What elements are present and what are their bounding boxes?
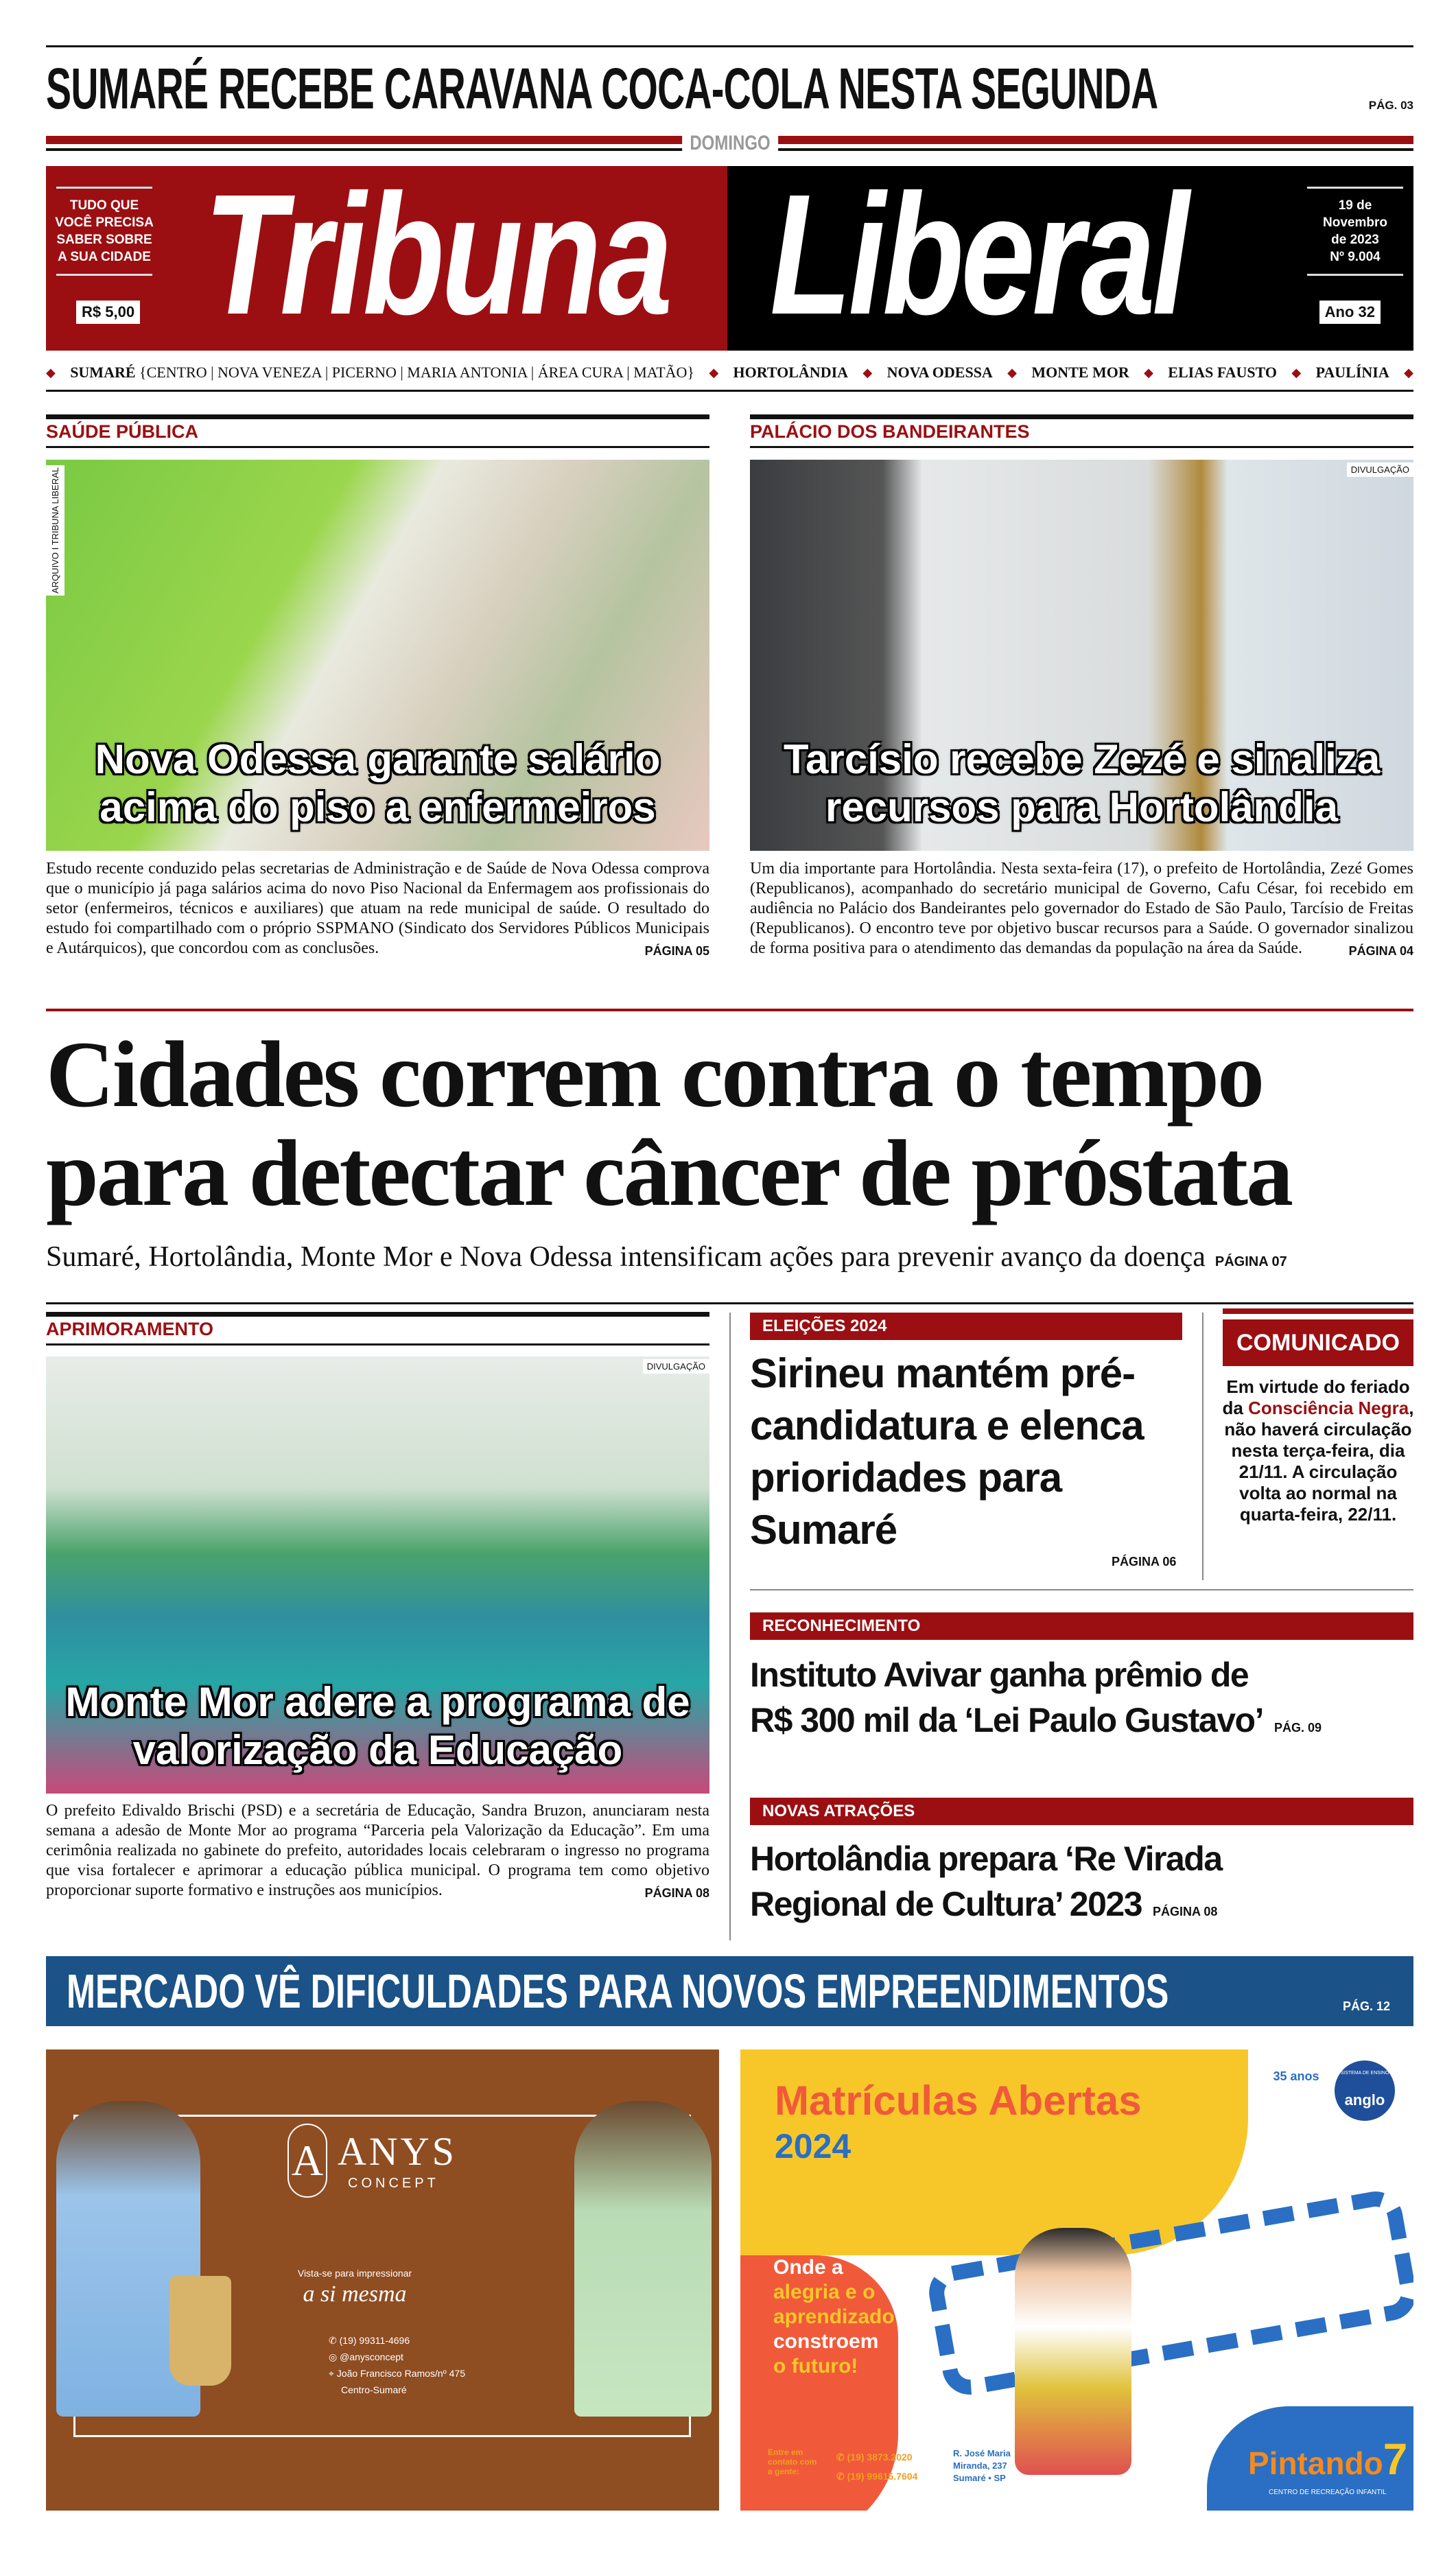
story-body: Um dia importante para Hortolândia. Nesta sexta-feira (17), o prefeito de Hortolândia, Zezé Gomes (Republicanos), acompanhado do secretário municipal de Governo, Cafu César, foi recebido em audiência no Palácio dos Bandeirantes pelo governador do Estado de São Paulo, Tarcísio de Freitas (Republicanos). O encontro teve por objetivo buscar recursos para a Saúde. O governador sinalizou de forma positiva para o atendimento das demandas da população na área da Saúde. PÁGINA 04 [750,859,1413,961]
anniversary-badge: 35 anos [1273,2069,1319,2083]
column-divider [1202,1313,1203,1580]
section-tag: RECONHECIMENTO [750,1612,1413,1640]
diamond-icon: ◆ [1291,365,1302,379]
city-nav [46,360,1413,385]
page-ref[interactable]: PÁGINA 08 [644,1886,709,1900]
ad-brand: ANYS [338,2129,457,2174]
photo-nova-odessa[interactable] [46,460,709,851]
photo-credit: ARQUIVO I TRIBUNA LIBERAL [46,465,64,596]
model-photo-right [574,2101,712,2417]
section-rule [750,446,1413,448]
ad-brand-sub: CENTRO DE RECREAÇÃO INFANTIL [1269,2489,1387,2496]
year-badge: Ano 32 [1319,301,1381,324]
page-ref[interactable]: PÁGINA 04 [1348,944,1413,958]
ad-year: 2024 [775,2127,852,2165]
ad-phones: ✆ (19) 3873.2020 ✆ (19) 99615.7604 [836,2452,918,2482]
story-body: Estudo recente conduzido pelas secretarias de Administração e de Saúde de Nova Odessa comprova que o município já paga salários acima do novo Piso Nacional da Enfermagem aos profissionais do setor (enfermeiros, técnicos e auxiliares) que atuam na rede municipal de saúde. O resultado do estudo foi compartilhado com o próprio SSPMANO (Sindicato dos Servidores Públicos Municipais e Autárquicos), que concordou com as conclusões. PÁGINA 05 [46,859,709,961]
diamond-icon: ◆ [1144,365,1153,379]
notice-rule [1223,1308,1413,1314]
banner-headline[interactable]: MERCADO VÊ DIFICULDADES PARA NOVOS EMPREENDIMENTOS [67,1964,1169,2018]
ad-slogan: Onde a alegria e o aprendizado constroem o futuro! [773,2256,895,2377]
page-ref: PÁG. 12 [1342,1999,1390,2013]
anglo-name: anglo [1344,2091,1385,2108]
photo-monte-mor[interactable] [46,1356,709,1794]
sumare-districts: {CENTRO | NOVA VENEZA | PICERNO | MARIA ANTONIA | ÁREA CURA | MATÃO} [139,364,694,381]
city-hortolandia[interactable]: HORTOLÂNDIA [733,364,849,381]
photo-credit: DIVULGAÇÃO [643,1359,709,1374]
instagram-icon: ◎ [329,2351,338,2362]
diamond-icon: ◆ [862,365,873,379]
story-body: O prefeito Edivaldo Brischi (PSD) e a secretária de Educação, Sandra Bruzon, anunciaram nesta semana a adesão de Monte Mor ao programa “Parceria pela Valorização da Educação”. Em uma cerimônia realizada no gabinete do prefeito, autoridades locais celebraram o ingresso no programa que visa fortalecer e aprimorar a educação pública municipal. O programa tem como objetivo proporcionar suporte formativo e instruções aos municípios. PÁGINA 08 [46,1801,709,1903]
edition-date: 19 de Novembro de 2023 Nº 9.004 [1304,187,1407,276]
ad-anys-concept[interactable] [46,2049,719,2511]
city-sumare[interactable]: SUMARÉ [70,364,136,381]
section-rule [46,414,709,419]
page-ref[interactable]: PÁGINA 05 [644,944,709,958]
masthead [46,158,1413,351]
section-rule [46,446,709,448]
ad-contact-label: Entre em contato com a gente: [768,2447,817,2476]
diamond-icon: ◆ [1007,365,1018,379]
logo-emblem: A [287,2124,327,2198]
whatsapp-icon: ✆ [836,2471,845,2482]
phone-icon: ✆ [836,2452,845,2463]
photo-caption: Nova Odessa garante salário acima do piso a enfermeiros [95,736,661,830]
story-headline[interactable]: Hortolândia prepara ‘Re Virada Regional de Cultura’ 2023 PÁGINA 08 [750,1836,1222,1934]
city-nova-odessa[interactable]: NOVA ODESSA [886,364,993,381]
top-story-headline[interactable]: SUMARÉ RECEBE CARAVANA COCA-COLA NESTA SEGUNDA [46,56,1158,121]
photo-caption: Tarcísio recebe Zezé e sinaliza recursos para Hortolândia [783,736,1381,830]
top-story-page: PÁG. 03 [1368,99,1413,112]
photo-palacio[interactable] [750,460,1413,851]
bag-icon [169,2276,231,2386]
page-ref[interactable]: PÁGINA 07 [1214,1254,1287,1269]
ad-brand-sub: CONCEPT [348,2176,439,2191]
day-row [46,132,1413,155]
lead-headline[interactable]: Cidades correm contra o tempo para detectar câncer de próstata [46,1022,1292,1225]
story-headline[interactable]: Sirineu mantém pré-candidatura e elenca prioridades para Sumaré [750,1350,1144,1553]
column-divider [729,1313,731,1940]
location-pin-icon: ⌖ [329,2368,334,2379]
diamond-icon: ◆ [1404,365,1413,379]
divider [46,1302,1413,1304]
section-rule [750,414,1413,419]
section-tag: NOVAS ATRAÇÕES [750,1798,1413,1825]
city-paulinia[interactable]: PAULÍNIA [1315,364,1389,381]
page-ref[interactable]: PÁGINA 08 [1153,1905,1218,1918]
divider [46,1009,1413,1011]
top-story[interactable] [46,58,1413,119]
ad-tagline: Vista-se para impressionar [297,2268,412,2279]
photo-caption: Monte Mor adere a programa de valorização da Educação [65,1679,690,1773]
divider [46,390,1413,392]
notice-text: Em virtude do feriado da Consciência Negra, não haverá circulação nesta terça-feira, dia 21/11. A circulação volta ao normal na quarta-feira, 22/11. [1222,1376,1414,1525]
logo-liberal: Liberal [770,158,1186,350]
page-ref[interactable]: PÁGINA 06 [1112,1555,1177,1569]
section-rule [46,1312,709,1317]
ad-address: R. José Maria Miranda, 237 Sumaré • SP [953,2448,1011,2483]
city-monte-mor[interactable]: MONTE MOR [1031,364,1129,381]
diamond-icon: ◆ [46,365,56,379]
business-banner[interactable] [46,1956,1413,2026]
anglo-logo [1335,2060,1395,2121]
top-rule [46,45,1413,47]
ad-contacts: ✆ (19) 99311-4696 ◎ @anysconcept ⌖ João Francisco Ramos/nº 475 Centro-Sumaré [329,2335,465,2395]
city-elias-fausto[interactable]: ELIAS FAUSTO [1168,364,1278,381]
ad-pintando7[interactable] [740,2049,1413,2511]
section-label: PALÁCIO DOS BANDEIRANTES [750,421,1030,442]
ad-title: Matrículas Abertas [775,2078,1142,2124]
cartoon-boy [1015,2228,1131,2475]
tagline: TUDO QUE VOCÊ PRECISA SABER SOBRE A SUA CIDADE [53,187,156,276]
weekday: DOMINGO [682,132,778,155]
section-label: APRIMORAMENTO [46,1319,214,1339]
section-label: SAÚDE PÚBLICA [46,421,199,442]
photo-credit: DIVULGAÇÃO [1347,462,1413,477]
whatsapp-icon: ✆ [329,2335,337,2346]
ad-tagline-script: a si mesma [303,2281,407,2307]
price: R$ 5,00 [76,301,140,324]
divider [750,1589,1413,1590]
section-tag: ELEIÇÕES 2024 [750,1313,1182,1340]
logo-tribuna: Tribuna [204,158,670,350]
page-ref[interactable]: PÁG. 09 [1274,1721,1322,1735]
section-rule [46,1343,709,1346]
diamond-icon: ◆ [709,365,719,379]
notice-title: COMUNICADO [1223,1319,1413,1366]
story-headline[interactable]: Instituto Avivar ganha prêmio de R$ 300 mil da ‘Lei Paulo Gustavo’ PÁG. 09 [750,1652,1322,1750]
lead-subtitle: Sumaré, Hortolândia, Monte Mor e Nova Odessa intensificam ações para prevenir avanço da doença PÁGINA 07 [46,1241,1287,1273]
anglo-sub: SISTEMA DE ENSINO [1340,2071,1389,2076]
ad-brand: Pintando7 [1248,2434,1408,2484]
